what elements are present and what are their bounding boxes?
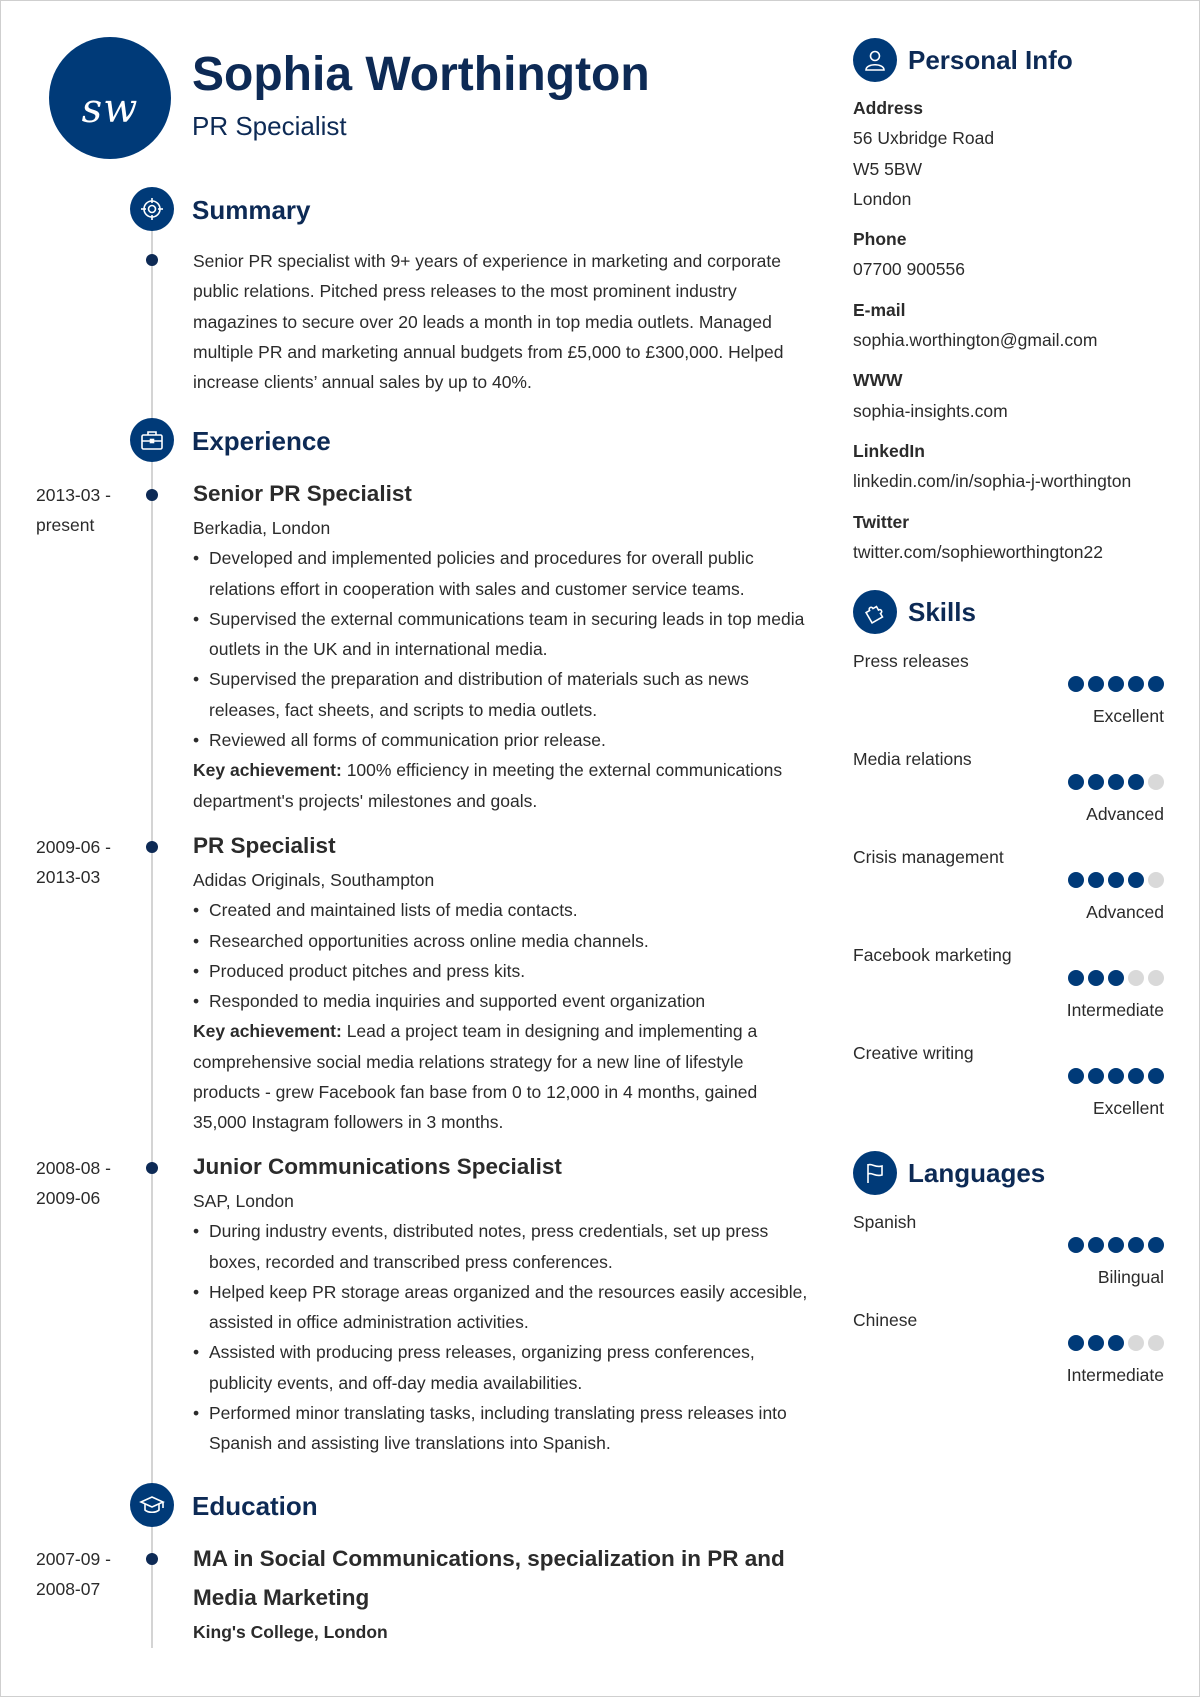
school-name: King's College, London bbox=[193, 1622, 388, 1642]
skill-name: Media relations bbox=[853, 749, 972, 769]
job-entry bbox=[193, 479, 813, 816]
skill-level: Advanced bbox=[1086, 902, 1164, 922]
timeline-dot bbox=[146, 1553, 158, 1565]
rating-dot bbox=[1108, 1335, 1124, 1351]
job-title: Senior PR Specialist bbox=[193, 481, 412, 506]
language-level: Intermediate bbox=[1066, 1365, 1164, 1385]
rating-dot bbox=[1088, 1237, 1104, 1253]
education-entry bbox=[193, 1539, 813, 1647]
rating-dot bbox=[1108, 970, 1124, 986]
twitter-link[interactable]: twitter.com/sophieworthington22 bbox=[853, 541, 1103, 562]
rating-dot bbox=[1148, 872, 1164, 888]
phone-group: Phone 07700 900556 bbox=[853, 229, 965, 280]
skill-name: Creative writing bbox=[853, 1043, 974, 1063]
email-group: E-mail sophia.worthington@gmail.com bbox=[853, 295, 1173, 356]
rating-dot bbox=[1128, 1237, 1144, 1253]
list-item: • Created and maintained lists of media contacts. bbox=[193, 895, 813, 925]
timeline-dot bbox=[146, 1162, 158, 1174]
skill-level: Advanced bbox=[1086, 804, 1164, 824]
skill-rating bbox=[1068, 1068, 1164, 1084]
skill-rating bbox=[1068, 970, 1164, 986]
rating-dot bbox=[1108, 1068, 1124, 1084]
skill-item bbox=[853, 842, 1164, 938]
section-title-skills: Skills bbox=[908, 597, 976, 627]
section-title-experience: Experience bbox=[192, 426, 331, 456]
candidate-title: PR Specialist bbox=[192, 111, 347, 141]
rating-dot bbox=[1148, 676, 1164, 692]
section-title-summary: Summary bbox=[192, 195, 311, 225]
timeline-dot bbox=[146, 254, 158, 266]
rating-dot bbox=[1088, 676, 1104, 692]
rating-dot bbox=[1088, 774, 1104, 790]
rating-dot bbox=[1108, 774, 1124, 790]
language-rating bbox=[1068, 1335, 1164, 1351]
target-icon bbox=[130, 187, 174, 231]
skill-level: Intermediate bbox=[1066, 1000, 1164, 1020]
section-title-education: Education bbox=[192, 1491, 318, 1521]
linkedin-link[interactable]: linkedin.com/in/sophia-j-worthington bbox=[853, 471, 1132, 492]
linkedin-group: LinkedIn linkedin.com/in/sophia-j-worthington bbox=[853, 436, 1173, 497]
rating-dot bbox=[1088, 970, 1104, 986]
language-name: Chinese bbox=[853, 1310, 918, 1330]
list-item: • Produced product pitches and press kits. bbox=[193, 956, 813, 986]
rating-dot bbox=[1068, 1237, 1084, 1253]
rating-dot bbox=[1088, 1335, 1104, 1351]
skill-item bbox=[853, 1038, 1164, 1134]
user-icon bbox=[853, 38, 897, 82]
job-org: Berkadia, London bbox=[193, 518, 331, 538]
rating-dot bbox=[1148, 1335, 1164, 1351]
puzzle-piece-icon bbox=[853, 590, 897, 634]
skill-rating bbox=[1068, 676, 1164, 692]
rating-dot bbox=[1148, 970, 1164, 986]
monogram-avatar: sw bbox=[49, 37, 171, 159]
language-item bbox=[853, 1207, 1164, 1303]
list-item: • During industry events, distributed notes, press credentials, set up press boxes, recorded and transcribed press conferences. bbox=[193, 1216, 813, 1277]
summary-text: Senior PR specialist with 9+ years of experience in marketing and corporate public relations. Pitched press releases to the most prominent industry magazines to secure over 20 leads a month in top media outlets. Managed multiple PR and marketing annual budgets from £5,000 to £300,000. Helped increase clients’ annual sales by up to 40%. bbox=[193, 251, 784, 393]
section-title-languages: Languages bbox=[908, 1158, 1046, 1188]
skill-level: Excellent bbox=[1092, 706, 1164, 726]
job-org: SAP, London bbox=[193, 1191, 294, 1211]
job-date: 2013-03 - present bbox=[36, 485, 111, 536]
skill-name: Press releases bbox=[853, 651, 969, 671]
timeline-dot bbox=[146, 489, 158, 501]
job-org: Adidas Originals, Southampton bbox=[193, 870, 435, 890]
rating-dot bbox=[1068, 872, 1084, 888]
website-link[interactable]: sophia-insights.com bbox=[853, 400, 1008, 421]
skill-rating bbox=[1068, 872, 1164, 888]
skill-item bbox=[853, 646, 1164, 742]
rating-dot bbox=[1148, 1068, 1164, 1084]
section-title-personal-info: Personal Info bbox=[908, 45, 1073, 75]
candidate-name: Sophia Worthington bbox=[192, 48, 650, 101]
key-achievement: Key achievement: Lead a project team in designing and implementing a comprehensive social media relations strategy for a new line of lifestyle products - grew Facebook fan base from 0 to 12,000 in 4 months, gained 35,000 Instagram followers in 3 months. bbox=[193, 1021, 758, 1133]
skill-name: Facebook marketing bbox=[853, 945, 1012, 965]
rating-dot bbox=[1108, 872, 1124, 888]
language-level: Bilingual bbox=[1097, 1267, 1164, 1287]
rating-dot bbox=[1068, 1068, 1084, 1084]
skill-level: Excellent bbox=[1092, 1098, 1164, 1118]
job-bullets bbox=[193, 1216, 813, 1458]
rating-dot bbox=[1068, 1335, 1084, 1351]
skill-rating bbox=[1068, 774, 1164, 790]
language-rating bbox=[1068, 1237, 1164, 1253]
www-group: WWW sophia-insights.com bbox=[853, 365, 1173, 426]
rating-dot bbox=[1088, 1068, 1104, 1084]
job-entry bbox=[193, 831, 813, 1138]
list-item: • Researched opportunities across online media channels. bbox=[193, 926, 813, 956]
rating-dot bbox=[1128, 970, 1144, 986]
rating-dot bbox=[1128, 1068, 1144, 1084]
skill-item bbox=[853, 940, 1164, 1036]
rating-dot bbox=[1068, 970, 1084, 986]
job-title: PR Specialist bbox=[193, 833, 336, 858]
rating-dot bbox=[1108, 1237, 1124, 1253]
list-item: • Supervised the external communications team in securing leads in top media outlets in the UK and in international media. bbox=[193, 604, 813, 665]
job-bullets bbox=[193, 895, 813, 1016]
flag-icon bbox=[853, 1151, 897, 1195]
list-item: • Supervised the preparation and distribution of materials such as news releases, fact sheets, and scripts to media outlets. bbox=[193, 664, 813, 725]
rating-dot bbox=[1108, 676, 1124, 692]
list-item: • Helped keep PR storage areas organized and the resources easily accesible, assisted in office administration activities. bbox=[193, 1277, 813, 1338]
rating-dot bbox=[1068, 774, 1084, 790]
twitter-group: Twitter twitter.com/sophieworthington22 bbox=[853, 507, 1173, 568]
timeline-dot bbox=[146, 841, 158, 853]
list-item: • Reviewed all forms of communication prior release. bbox=[193, 725, 813, 755]
rating-dot bbox=[1128, 872, 1144, 888]
rating-dot bbox=[1088, 872, 1104, 888]
rating-dot bbox=[1128, 676, 1144, 692]
list-item: • Developed and implemented policies and procedures for overall public relations effort in cooperation with sales and customer service teams. bbox=[193, 543, 813, 604]
skill-item bbox=[853, 744, 1164, 840]
skill-name: Crisis management bbox=[853, 847, 1004, 867]
rating-dot bbox=[1148, 1237, 1164, 1253]
language-name: Spanish bbox=[853, 1212, 917, 1232]
education-date: 2007-09 - 2008-07 bbox=[36, 1549, 111, 1600]
graduation-cap-icon bbox=[130, 1483, 174, 1527]
list-item: • Performed minor translating tasks, including translating press releases into Spanish and assisting live translations into Spanish. bbox=[193, 1398, 813, 1459]
job-date: 2008-08 - 2009-06 bbox=[36, 1158, 111, 1209]
briefcase-icon bbox=[130, 418, 174, 462]
list-item: • Responded to media inquiries and supported event organization bbox=[193, 986, 813, 1016]
job-title: Junior Communications Specialist bbox=[193, 1154, 562, 1179]
address-group: Address 56 Uxbridge Road W5 5BW London bbox=[853, 98, 995, 209]
key-achievement: Key achievement: 100% efficiency in meeting the external communications department's projects' milestones and goals. bbox=[193, 760, 783, 811]
personal-info bbox=[853, 93, 1173, 577]
degree-title: MA in Social Communications, specialization in PR and Media Marketing bbox=[193, 1546, 785, 1610]
rating-dot bbox=[1128, 1335, 1144, 1351]
list-item: • Assisted with producing press releases, organizing press conferences, publicity events, and off-day media availabilities. bbox=[193, 1337, 813, 1398]
job-entry bbox=[193, 1152, 813, 1459]
job-date: 2009-06 - 2013-03 bbox=[36, 837, 111, 888]
rating-dot bbox=[1148, 774, 1164, 790]
email-link[interactable]: sophia.worthington@gmail.com bbox=[853, 330, 1098, 351]
language-item bbox=[853, 1305, 1164, 1401]
job-bullets bbox=[193, 543, 813, 755]
rating-dot bbox=[1128, 774, 1144, 790]
rating-dot bbox=[1068, 676, 1084, 692]
